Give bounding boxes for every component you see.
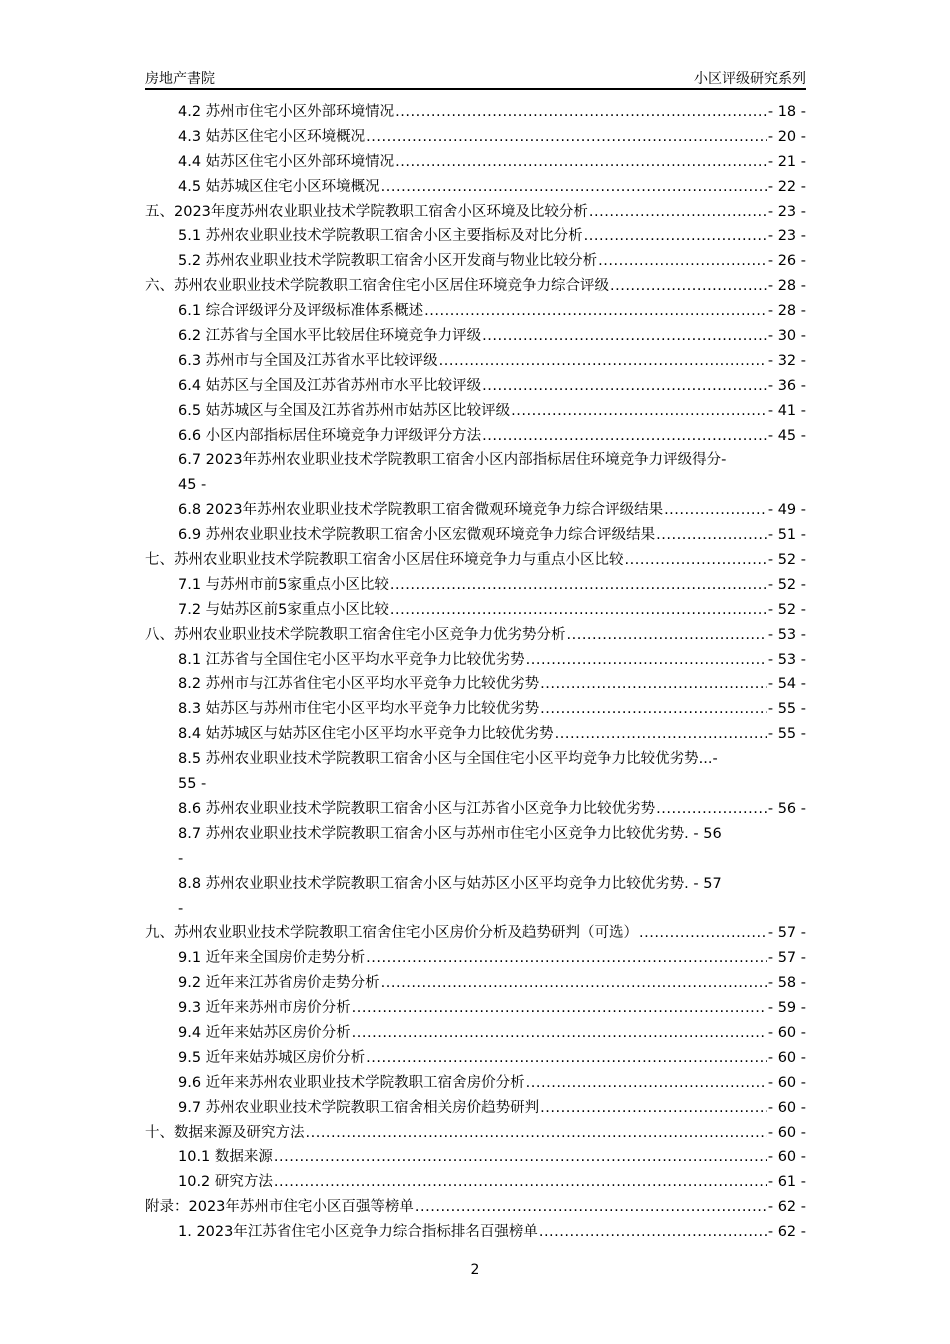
dot-leader (540, 697, 767, 722)
page-header (145, 66, 806, 90)
toc-section-entry[interactable] (145, 996, 806, 1021)
dot-leader (589, 200, 767, 225)
toc-entry-page: - 60 - (767, 1124, 806, 1141)
toc-section-entry[interactable] (145, 399, 806, 424)
toc-entry-page: - 61 - (767, 1174, 806, 1191)
toc-entry-continuation[interactable] (145, 473, 806, 498)
dot-leader (539, 1220, 767, 1245)
toc-section-entry[interactable] (145, 1096, 806, 1121)
toc-section-entry[interactable] (145, 349, 806, 374)
toc-entry-page: - 30 - (767, 328, 806, 345)
toc-entry-title: 8.7 苏州农业职业技术学院教职工宿舍小区与苏州市住宅小区竞争力比较优劣势. - 56 (178, 825, 722, 842)
toc-section-entry[interactable] (145, 523, 806, 548)
toc-entry-page: - 21 - (767, 153, 806, 170)
header-series: 小区评级研究系列 (694, 71, 806, 87)
toc-entry-title: 4.3 姑苏区住宅小区环境概况 (178, 128, 366, 145)
toc-entry-page: - 36 - (767, 377, 806, 394)
header-publisher: 房地产書院 (145, 71, 215, 87)
toc-entry-page: - 60 - (767, 1049, 806, 1066)
dot-leader (625, 548, 767, 573)
dot-leader (395, 150, 767, 175)
toc-entry-page: - 55 - (767, 726, 806, 743)
dot-leader (424, 299, 767, 324)
toc-entry-title: 6.8 2023年苏州农业职业技术学院教职工宿舍微观环境竞争力综合评级结果 (178, 502, 664, 519)
toc-section-entry[interactable] (145, 448, 806, 473)
toc-section-entry[interactable] (145, 722, 806, 747)
toc-entry-title: 十、数据来源及研究方法 (145, 1124, 305, 1141)
dot-leader (567, 623, 767, 648)
toc-entry-title: 1. 2023年江苏省住宅小区竞争力综合指标排名百强榜单 (178, 1224, 538, 1241)
toc-entry-title: 九、苏州农业职业技术学院教职工宿舍住宅小区房价分析及趋势研判（可选） (145, 925, 638, 942)
dot-leader (366, 946, 767, 971)
dot-leader (598, 249, 767, 274)
toc-section-entry[interactable] (145, 971, 806, 996)
toc-entry-title: 8.2 苏州市与江苏省住宅小区平均水平竞争力比较优劣势 (178, 676, 540, 693)
toc-entry-page: - 23 - (767, 228, 806, 245)
dot-leader (395, 100, 767, 125)
toc-entry-title: 9.2 近年来江苏省房价走势分析 (178, 975, 380, 992)
dot-leader (482, 374, 767, 399)
toc-chapter-entry[interactable] (145, 274, 806, 299)
toc-entry-title: 8.5 苏州农业职业技术学院教职工宿舍小区与全国住宅小区平均竞争力比较优劣势...- (178, 751, 718, 768)
toc-entry-title: 9.4 近年来姑苏区房价分析 (178, 1024, 351, 1041)
toc-section-entry[interactable] (145, 697, 806, 722)
dot-leader (664, 498, 767, 523)
toc-entry-page: - 60 - (767, 1074, 806, 1091)
toc-entry-page: - 53 - (767, 626, 806, 643)
toc-entry-title: 6.1 综合评级评分及评级标准体系概述 (178, 303, 424, 320)
toc-section-entry[interactable] (145, 797, 806, 822)
toc-entry-continuation[interactable] (145, 897, 806, 922)
toc-entry-page: - 56 - (767, 800, 806, 817)
toc-section-entry[interactable] (145, 573, 806, 598)
toc-section-entry[interactable] (145, 1071, 806, 1096)
toc-chapter-entry[interactable] (145, 200, 806, 225)
toc-section-entry[interactable] (145, 374, 806, 399)
toc-chapter-entry[interactable] (145, 623, 806, 648)
toc-entry-page: - 49 - (767, 502, 806, 519)
toc-section-entry[interactable] (145, 1145, 806, 1170)
dot-leader (526, 1071, 767, 1096)
toc-entry-page: - 52 - (767, 601, 806, 618)
dot-leader (540, 1096, 767, 1121)
toc-entry-title: 8.3 姑苏区与苏州市住宅小区平均水平竞争力比较优劣势 (178, 701, 540, 718)
dot-leader (526, 648, 767, 673)
toc-entry-title: 八、苏州农业职业技术学院教职工宿舍住宅小区竞争力优劣势分析 (145, 626, 566, 643)
toc-section-entry[interactable] (145, 324, 806, 349)
dot-leader (540, 672, 767, 697)
toc-entry-title: 附录：2023年苏州市住宅小区百强等榜单 (145, 1199, 414, 1216)
dot-leader (610, 274, 767, 299)
dot-leader (306, 1121, 767, 1146)
dot-leader (381, 175, 767, 200)
toc-section-entry[interactable] (145, 299, 806, 324)
toc-entry-title: 7.2 与姑苏区前5家重点小区比较 (178, 601, 389, 618)
toc-entry-continuation[interactable] (145, 847, 806, 872)
toc-entry-page: - 62 - (767, 1199, 806, 1216)
toc-section-entry[interactable] (145, 747, 806, 772)
toc-chapter-entry[interactable] (145, 548, 806, 573)
toc-entry-title: 9.3 近年来苏州市房价分析 (178, 1000, 351, 1017)
toc-entry-page: - 45 - (767, 427, 806, 444)
toc-entry-title: 五、2023年度苏州农业职业技术学院教职工宿舍小区环境及比较分析 (145, 203, 588, 220)
toc-entry-title: 5.2 苏州农业职业技术学院教职工宿舍小区开发商与物业比较分析 (178, 253, 598, 270)
toc-section-entry[interactable] (145, 150, 806, 175)
toc-section-entry[interactable] (145, 1046, 806, 1071)
toc-entry-page: - 57 - (767, 950, 806, 967)
toc-entry-title: 6.9 苏州农业职业技术学院教职工宿舍小区宏微观环境竞争力综合评级结果 (178, 527, 656, 544)
dot-leader (656, 523, 767, 548)
dot-leader (381, 971, 767, 996)
toc-entry-title: 10.2 研究方法 (178, 1174, 273, 1191)
dot-leader (366, 125, 767, 150)
toc-entry-page: - 54 - (767, 676, 806, 693)
toc-entry-title: 8.6 苏州农业职业技术学院教职工宿舍小区与江苏省小区竞争力比较优劣势 (178, 800, 656, 817)
toc-entry-title: 10.1 数据来源 (178, 1149, 273, 1166)
toc-section-entry[interactable] (145, 946, 806, 971)
toc-entry-title: 4.2 苏州市住宅小区外部环境情况 (178, 104, 395, 120)
toc-section-entry[interactable] (145, 125, 806, 150)
toc-entry-page: - 51 - (767, 527, 806, 544)
toc-entry-page: - 20 - (767, 128, 806, 145)
dot-leader (390, 573, 767, 598)
toc-entry-page: - 60 - (767, 1024, 806, 1041)
toc-entry-page: - 18 - (767, 104, 806, 120)
toc-entry-title: 七、苏州农业职业技术学院教职工宿舍小区居住环境竞争力与重点小区比较 (145, 552, 624, 569)
toc-section-entry[interactable] (145, 498, 806, 523)
toc-entry-title: 8.1 江苏省与全国住宅小区平均水平竞争力比较优劣势 (178, 651, 525, 668)
dot-leader (366, 1046, 767, 1071)
toc-entry-page: 45 - (178, 477, 207, 494)
toc-section-entry[interactable] (145, 672, 806, 697)
dot-leader (656, 797, 767, 822)
page-number: 2 (470, 1262, 480, 1278)
toc-entry-title: 9.5 近年来姑苏城区房价分析 (178, 1049, 366, 1066)
toc-entry-page: - 55 - (767, 701, 806, 718)
toc-section-entry[interactable] (145, 872, 806, 897)
toc-section-entry[interactable] (145, 1220, 806, 1245)
toc-entry-page: - 52 - (767, 552, 806, 569)
toc-section-entry[interactable] (145, 1021, 806, 1046)
toc-entry-page: - 52 - (767, 576, 806, 593)
toc-entry-page: - 58 - (767, 975, 806, 992)
toc-entry-page: - 28 - (767, 303, 806, 320)
toc-entry-title: 6.3 苏州市与全国及江苏省水平比较评级 (178, 352, 438, 369)
toc-section-entry[interactable] (145, 822, 806, 847)
toc-chapter-entry[interactable] (145, 921, 806, 946)
toc-entry-page: - 53 - (767, 651, 806, 668)
toc-entry-page: - 57 - (767, 925, 806, 942)
toc-section-entry[interactable] (145, 648, 806, 673)
toc-entry-title: 6.4 姑苏区与全国及江苏省苏州市水平比较评级 (178, 377, 482, 394)
toc-entry-title: 7.1 与苏州市前5家重点小区比较 (178, 576, 389, 593)
toc-entry-continuation[interactable] (145, 772, 806, 797)
toc-section-entry[interactable] (145, 249, 806, 274)
toc-entry-title: 9.1 近年来全国房价走势分析 (178, 950, 366, 967)
toc-entry-title: 6.6 小区内部指标居住环境竞争力评级评分方法 (178, 427, 482, 444)
toc-section-entry[interactable] (145, 1170, 806, 1195)
toc-entry-page: - 26 - (767, 253, 806, 270)
dot-leader (639, 921, 767, 946)
toc-entry-title: 9.7 苏州农业职业技术学院教职工宿舍相关房价趋势研判 (178, 1099, 540, 1116)
toc-entry-page: - 32 - (767, 352, 806, 369)
toc-entry-title: 六、苏州农业职业技术学院教职工宿舍住宅小区居住环境竞争力综合评级 (145, 278, 609, 295)
dot-leader (352, 996, 767, 1021)
dot-leader (415, 1195, 767, 1220)
dot-leader (352, 1021, 767, 1046)
toc-section-entry[interactable] (145, 100, 806, 125)
toc-entry-page: 55 - (178, 776, 207, 793)
dot-leader (511, 399, 767, 424)
toc-entry-title: 8.4 姑苏城区与姑苏区住宅小区平均水平竞争力比较优劣势 (178, 726, 554, 743)
dot-leader (439, 349, 767, 374)
toc-entry-title: 4.4 姑苏区住宅小区外部环境情况 (178, 153, 395, 170)
toc-chapter-entry[interactable] (145, 1195, 806, 1220)
toc-entry-page: - (178, 900, 184, 917)
toc-chapter-entry[interactable] (145, 1121, 806, 1146)
toc-section-entry[interactable] (145, 598, 806, 623)
dot-leader (482, 324, 767, 349)
toc-entry-page: - 22 - (767, 178, 806, 195)
toc-entry-page: - 62 - (767, 1224, 806, 1241)
toc-entry-title: 5.1 苏州农业职业技术学院教职工宿舍小区主要指标及对比分析 (178, 228, 583, 245)
toc-entry-title: 6.2 江苏省与全国水平比较居住环境竞争力评级 (178, 328, 482, 345)
table-of-contents (145, 100, 806, 1245)
toc-section-entry[interactable] (145, 175, 806, 200)
dot-leader (555, 722, 767, 747)
toc-entry-title: 6.7 2023年苏州农业职业技术学院教职工宿舍小区内部指标居住环境竞争力评级得分- (178, 452, 727, 469)
toc-entry-page: - 23 - (767, 203, 806, 220)
toc-entry-title: 6.5 姑苏城区与全国及江苏省苏州市姑苏区比较评级 (178, 402, 511, 419)
toc-entry-title: 9.6 近年来苏州农业职业技术学院教职工宿舍房价分析 (178, 1074, 525, 1091)
toc-section-entry[interactable] (145, 224, 806, 249)
dot-leader (584, 224, 767, 249)
toc-entry-page: - 28 - (767, 278, 806, 295)
toc-entry-page: - 60 - (767, 1149, 806, 1166)
toc-entry-title: 8.8 苏州农业职业技术学院教职工宿舍小区与姑苏区小区平均竞争力比较优劣势. - 57 (178, 875, 722, 892)
toc-entry-page: - 60 - (767, 1099, 806, 1116)
toc-entry-page: - 41 - (767, 402, 806, 419)
dot-leader (274, 1145, 767, 1170)
dot-leader (390, 598, 767, 623)
dot-leader (482, 424, 767, 449)
toc-entry-page: - (178, 850, 184, 867)
toc-section-entry[interactable] (145, 424, 806, 449)
dot-leader (274, 1170, 767, 1195)
toc-entry-page: - 59 - (767, 1000, 806, 1017)
toc-entry-title: 4.5 姑苏城区住宅小区环境概况 (178, 178, 380, 195)
